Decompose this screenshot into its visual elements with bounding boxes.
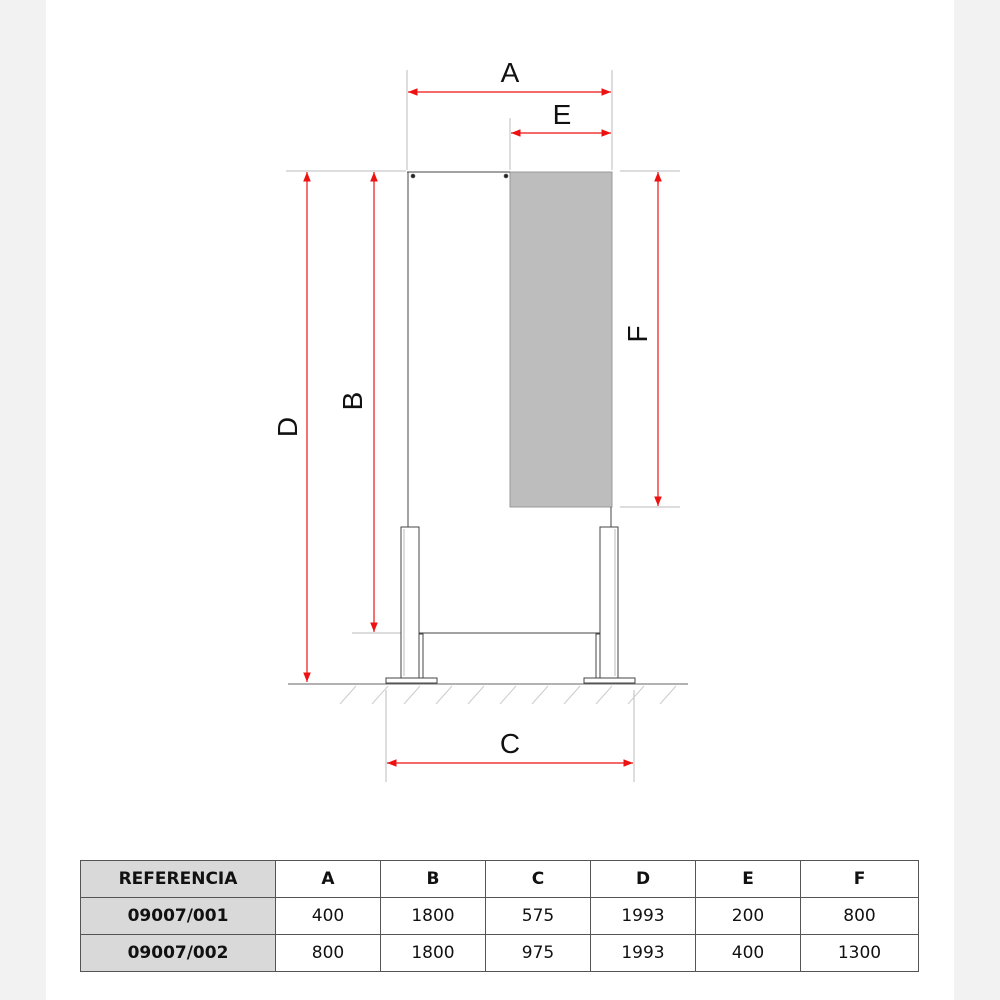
table-row: [81, 935, 919, 972]
label-f: F: [622, 325, 653, 343]
left-base-plate: [386, 678, 437, 683]
header-e: E: [696, 861, 801, 898]
label-e: E: [552, 99, 572, 130]
header-c: C: [486, 861, 591, 898]
specification-table: [80, 860, 919, 972]
cell-b: 1800: [381, 898, 486, 935]
cell-a: 400: [276, 898, 381, 935]
cell-f: 800: [801, 898, 919, 935]
cell-c: 975: [486, 935, 591, 972]
extension-lines: [286, 70, 680, 782]
cell-a: 800: [276, 935, 381, 972]
header-referencia: REFERENCIA: [81, 861, 276, 898]
row-reference: 09007/001: [81, 898, 276, 935]
header-f: F: [801, 861, 919, 898]
cell-b: 1800: [381, 935, 486, 972]
cell-c: 575: [486, 898, 591, 935]
cell-e: 400: [696, 935, 801, 972]
display-panel: [510, 172, 612, 507]
label-c: C: [499, 728, 521, 759]
label-d: D: [272, 416, 303, 438]
table-row: [81, 898, 919, 935]
header-a: A: [276, 861, 381, 898]
header-d: D: [591, 861, 696, 898]
right-base-plate: [584, 678, 635, 683]
cell-f: 1300: [801, 935, 919, 972]
ground-line: [288, 684, 688, 704]
frame-structure: [386, 172, 635, 683]
label-b: B: [337, 391, 368, 411]
row-reference: 09007/002: [81, 935, 276, 972]
cell-d: 1993: [591, 935, 696, 972]
label-a: A: [500, 57, 520, 88]
header-b: B: [381, 861, 486, 898]
table-header-row: [81, 861, 919, 898]
cell-d: 1993: [591, 898, 696, 935]
cell-e: 200: [696, 898, 801, 935]
